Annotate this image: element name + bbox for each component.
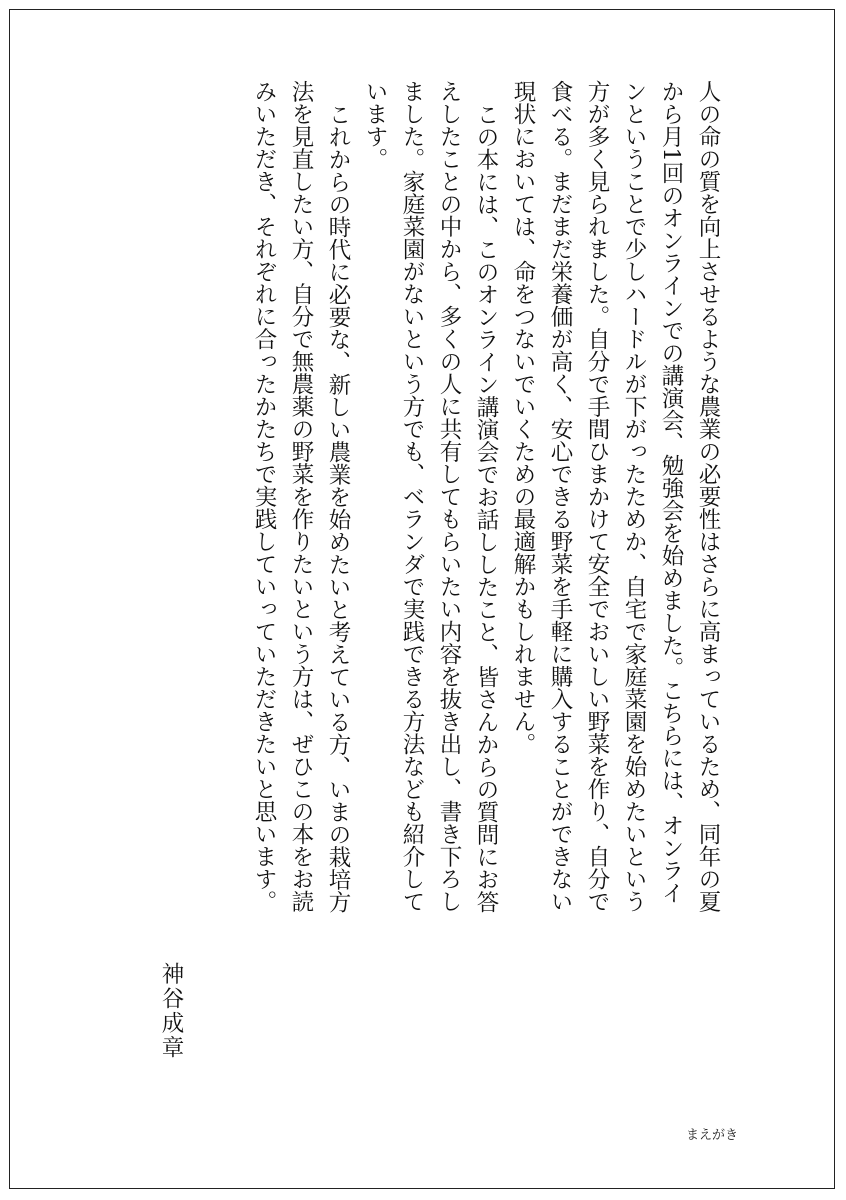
running-head: まえがき [685,1128,738,1143]
paragraph-1: 人の命の質を向上させるような農業の必要性はさらに高まっているため、同年の夏から月1回のオンラインでの講演会、勉強会を始めました。こちらには、オンラインということで少しハードルが下がったためか、自宅で家庭菜園を始めたいという方が多く見られました。自分で手間ひまかけて安全でおいしい野菜を作り、自分で食べる。まだまだ栄養価が高く、安心できる野菜を手軽に購入することができない現状においては、命をつないでいくための最適解かもしれません。 [510,80,721,913]
author-signature: 神谷成章 [158,962,184,1060]
preface-body [166,80,726,920]
paragraph-2: この本には、このオンライン講演会でお話ししたこと、皆さんからの質問にお答えしたことの中から、多くの人に共有してもらいたい内容を抜き出し、書き下ろしました。家庭菜園がないという方でも、ベランダで実践できる方法なども紹介しています。 [362,80,499,913]
paragraph-3: これからの時代に必要な、新しい農業を始めたいと考えている方、いまの栽培方法を見直したい方、自分で無農薬の野菜を作りたいという方は、ぜひこの本をお読みいただき、それぞれに合ったかたちで実践していっていただきたいと思います。 [251,80,351,913]
